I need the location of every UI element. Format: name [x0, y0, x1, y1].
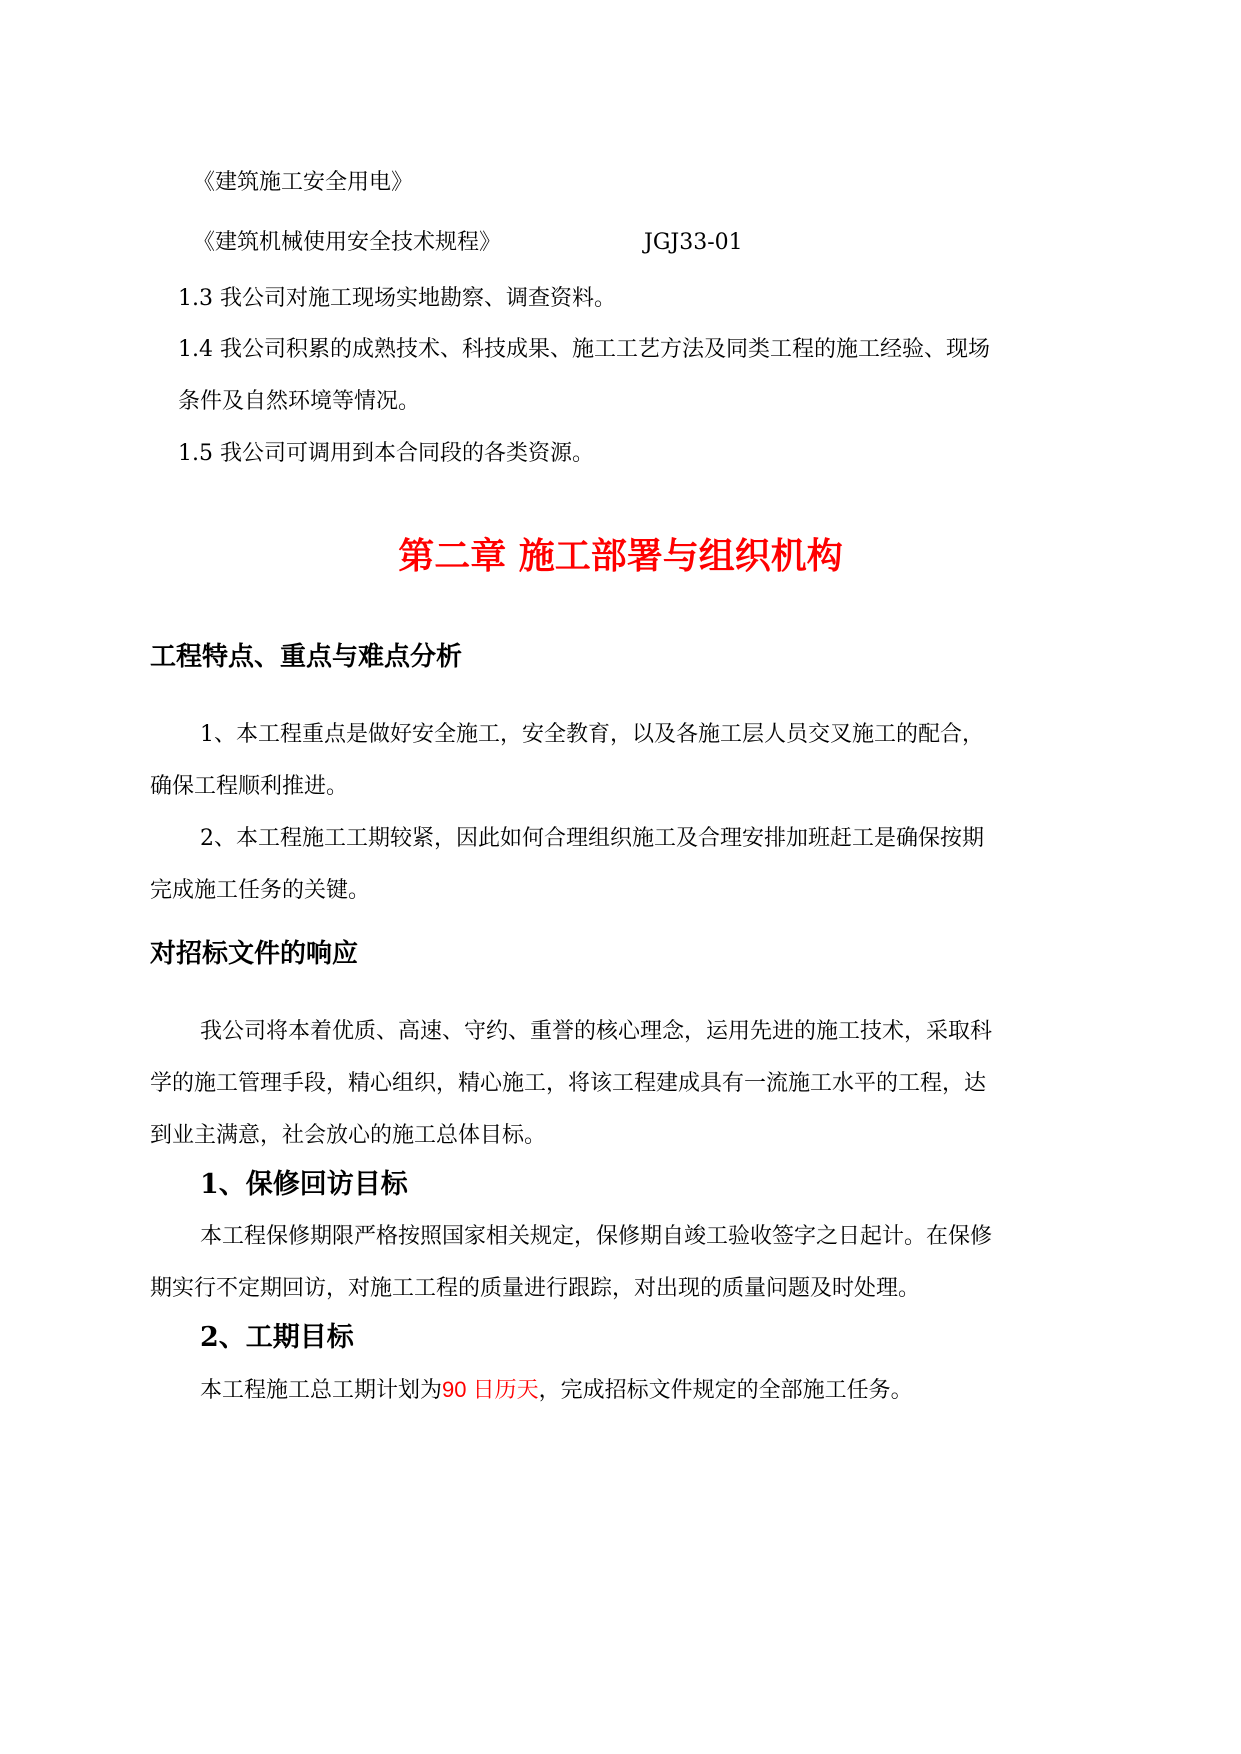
- schedule-goal-sentence: [200, 1375, 913, 1406]
- section-title-bid-response: 对招标文件的响应: [150, 939, 359, 969]
- paragraph-line: 我公司将本着优质、高速、守约、重誉的核心理念，运用先进的施工技术，采取科: [200, 1019, 993, 1044]
- schedule-suffix: ，完成招标文件规定的全部施工任务。: [538, 1378, 913, 1403]
- reference-code: JGJ33-01: [644, 230, 743, 255]
- paragraph-line: 确保工程顺利推进。: [150, 774, 349, 799]
- goal-title-warranty: 1、保修回访目标: [200, 1169, 408, 1200]
- paragraph-line: 1、本工程重点是做好安全施工，安全教育，以及各施工层人员交叉施工的配合，: [200, 722, 984, 747]
- paragraph-line: 学的施工管理手段，精心组织，精心施工，将该工程建成具有一流施工水平的工程，达: [150, 1071, 987, 1096]
- basis-item-1-4-line1: 1.4 我公司积累的成熟技术、科技成果、施工工艺方法及同类工程的施工经验、现场: [178, 337, 990, 362]
- chapter-title: 第二章 施工部署与组织机构: [398, 536, 843, 577]
- paragraph-line: 本工程保修期限严格按照国家相关规定，保修期自竣工验收签字之日起计。在保修: [200, 1224, 993, 1249]
- schedule-prefix: 本工程施工总工期计划为: [200, 1378, 443, 1403]
- section-title-project-features: 工程特点、重点与难点分析: [150, 642, 463, 672]
- reference-title: 《建筑机械使用安全技术规程》: [193, 230, 502, 255]
- paragraph-line: 2、本工程施工工期较紧，因此如何合理组织施工及合理安排加班赶工是确保按期: [200, 826, 984, 851]
- paragraph-line: 完成施工任务的关键。: [150, 878, 371, 903]
- basis-item-1-3: 1.3 我公司对施工现场实地勘察、调查资料。: [178, 286, 616, 311]
- paragraph-line: 到业主满意，社会放心的施工总体目标。: [150, 1123, 547, 1148]
- reference-title: 《建筑施工安全用电》: [193, 170, 414, 195]
- paragraph-line: 期实行不定期回访，对施工工程的质量进行跟踪，对出现的质量问题及时处理。: [150, 1276, 921, 1301]
- basis-item-1-5: 1.5 我公司可调用到本合同段的各类资源。: [178, 441, 594, 466]
- schedule-duration-highlight: 90 日历天: [442, 1377, 539, 1402]
- basis-item-1-4-line2: 条件及自然环境等情况。: [178, 389, 421, 414]
- goal-title-schedule: 2、工期目标: [200, 1322, 354, 1353]
